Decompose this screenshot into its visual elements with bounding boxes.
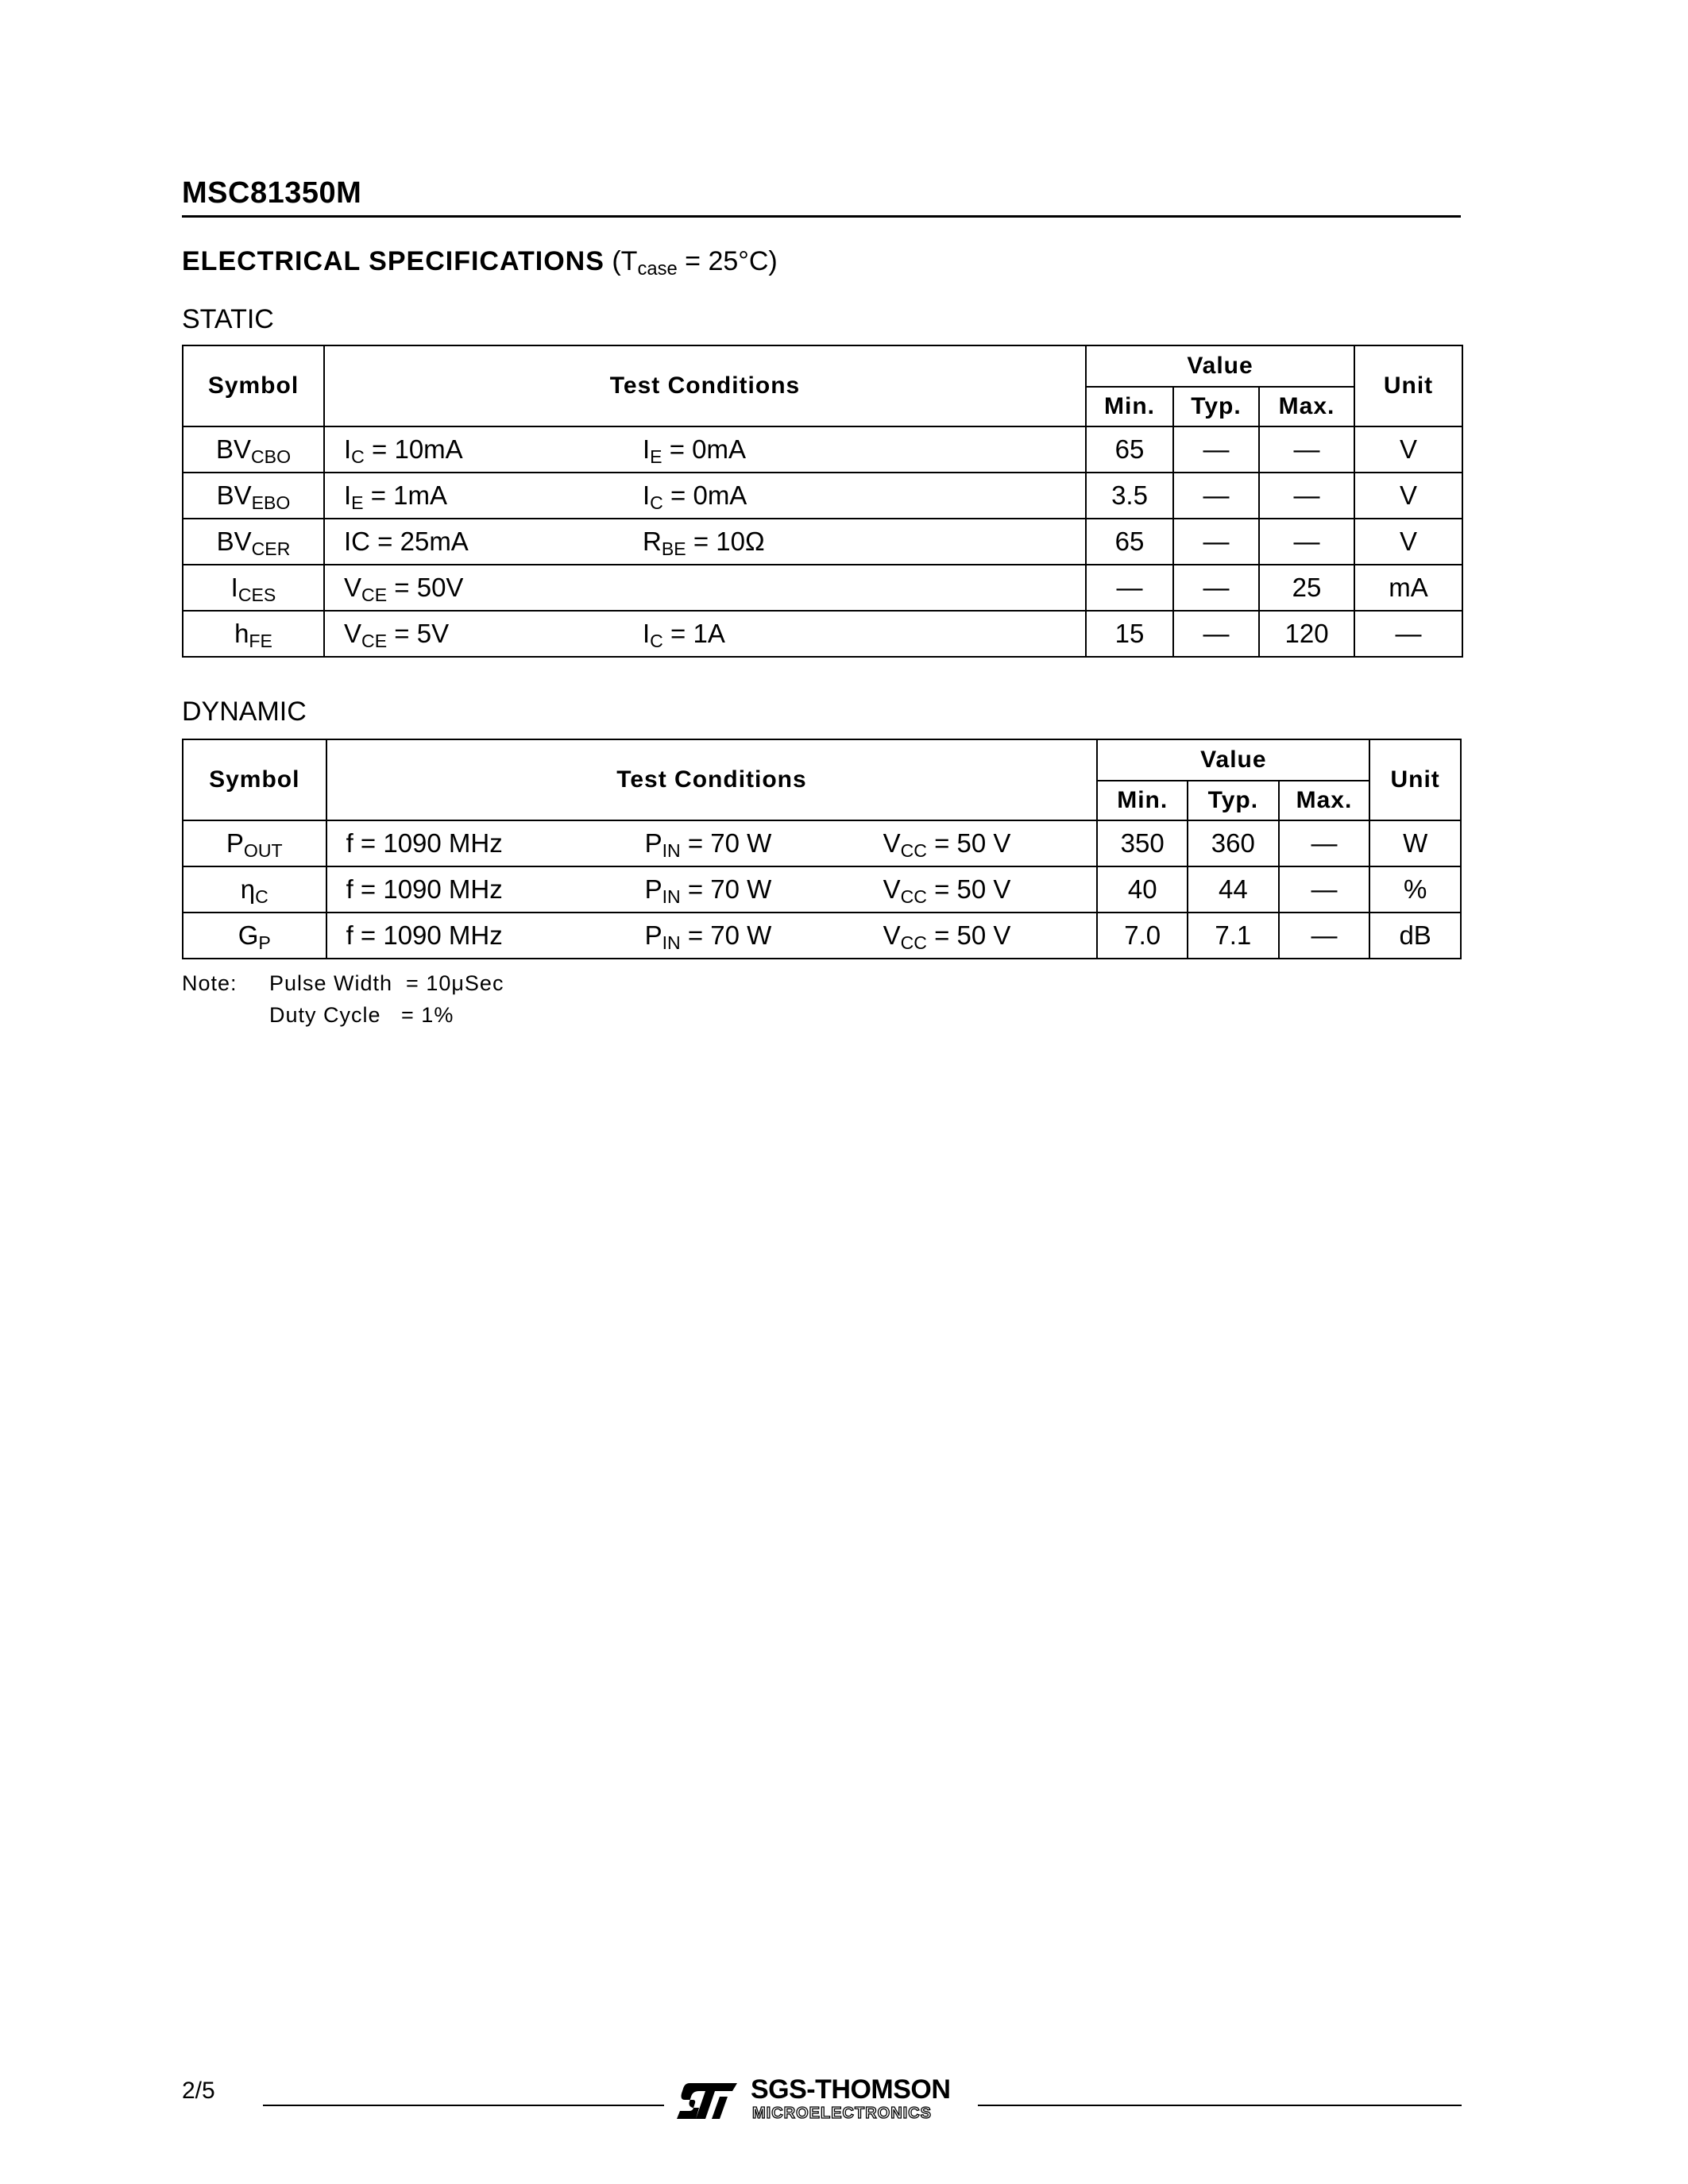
max-cell: 120 <box>1259 611 1354 657</box>
header-value: Value <box>1097 739 1369 781</box>
header-rule <box>182 215 1461 218</box>
table-row <box>183 519 1462 565</box>
table-row <box>183 866 1461 913</box>
typ-cell: — <box>1173 611 1259 657</box>
unit-cell: W <box>1369 820 1461 866</box>
header-typ: Typ. <box>1188 781 1279 820</box>
min-cell: 65 <box>1086 426 1173 473</box>
conditions-cell: $V_{CE} = 50V$ <box>324 565 1086 611</box>
conditions-cell: f = 1090 MHz $P_{IN} = 70$ W $V_{CC} = 50$ V <box>326 820 1098 866</box>
header-test-conditions: Test Conditions <box>324 345 1086 426</box>
footer-rule-left <box>263 2105 664 2106</box>
table-row <box>183 611 1462 657</box>
header-symbol: Symbol <box>183 739 326 820</box>
symbol-cell: $BV_{CBO}$ <box>183 426 324 473</box>
symbol-cell: $I_{CES}$ <box>183 565 324 611</box>
conditions-cell: IC = 25mA $R_{BE} = 10\Omega$ <box>324 519 1086 565</box>
logo-brand-name: SGS-THOMSON <box>751 2074 951 2105</box>
table-row <box>183 565 1462 611</box>
table-row <box>183 426 1462 473</box>
header-unit: Unit <box>1369 739 1461 820</box>
header-symbol: Symbol <box>183 345 324 426</box>
max-cell: 25 <box>1259 565 1354 611</box>
unit-cell: mA <box>1354 565 1462 611</box>
table-row <box>183 473 1462 519</box>
table-row <box>183 820 1461 866</box>
min-cell: 65 <box>1086 519 1173 565</box>
conditions-cell: $I_E = 1mA$ $I_C = 0mA$ <box>324 473 1086 519</box>
note-line-duty-cycle: Duty Cycle = 1% <box>269 1003 454 1027</box>
dynamic-spec-table <box>182 739 1462 959</box>
note-line-pulse-width: Pulse Width = 10μSec <box>269 971 504 995</box>
unit-cell: V <box>1354 519 1462 565</box>
table-row <box>183 913 1461 959</box>
header-typ: Typ. <box>1173 387 1259 426</box>
symbol-cell: $G_P$ <box>183 913 326 959</box>
min-cell: 350 <box>1097 820 1188 866</box>
symbol-cell: $h_{FE}$ <box>183 611 324 657</box>
spec-heading-title: ELECTRICAL SPECIFICATIONS <box>182 246 605 276</box>
header-max: Max. <box>1259 387 1354 426</box>
symbol-cell: $BV_{CER}$ <box>183 519 324 565</box>
min-cell: 40 <box>1097 866 1188 913</box>
max-cell: — <box>1279 866 1370 913</box>
max-cell: — <box>1279 820 1370 866</box>
note-label: Note: <box>182 971 238 995</box>
conditions-cell: $V_{CE} = 5V$ $I_C = 1A$ <box>324 611 1086 657</box>
note <box>182 967 504 1031</box>
unit-cell: dB <box>1369 913 1461 959</box>
symbol-cell: $BV_{EBO}$ <box>183 473 324 519</box>
typ-cell: — <box>1173 426 1259 473</box>
typ-cell: — <box>1173 565 1259 611</box>
static-section-label: STATIC <box>182 304 274 334</box>
header-unit: Unit <box>1354 345 1462 426</box>
static-spec-table <box>182 345 1463 658</box>
min-cell: 3.5 <box>1086 473 1173 519</box>
typ-cell: 44 <box>1188 866 1279 913</box>
logo-brand-subtitle: MICROELECTRONICS <box>752 2105 932 2122</box>
part-number: MSC81350M <box>182 176 362 210</box>
header-max: Max. <box>1279 781 1370 820</box>
conditions-cell: $I_C = 10mA$ $I_E = 0mA$ <box>324 426 1086 473</box>
unit-cell: % <box>1369 866 1461 913</box>
page-number: 2/5 <box>182 2078 215 2104</box>
max-cell: — <box>1259 426 1354 473</box>
min-cell: 15 <box>1086 611 1173 657</box>
typ-cell: 7.1 <box>1188 913 1279 959</box>
header-min: Min. <box>1086 387 1173 426</box>
typ-cell: — <box>1173 519 1259 565</box>
footer-rule-right <box>978 2105 1462 2106</box>
max-cell: — <box>1259 473 1354 519</box>
typ-cell: — <box>1173 473 1259 519</box>
conditions-cell: f = 1090 MHz $P_{IN} = 70$ W $V_{CC} = 50$ V <box>326 866 1098 913</box>
unit-cell: V <box>1354 426 1462 473</box>
dynamic-section-label: DYNAMIC <box>182 696 307 727</box>
symbol-cell: $P_{OUT}$ <box>183 820 326 866</box>
max-cell: — <box>1279 913 1370 959</box>
st-logo-icon <box>675 2079 739 2123</box>
conditions-cell: f = 1090 MHz $P_{IN} = 70$ W $V_{CC} = 50$ V <box>326 913 1098 959</box>
min-cell: — <box>1086 565 1173 611</box>
header-test-conditions: Test Conditions <box>326 739 1098 820</box>
min-cell: 7.0 <box>1097 913 1188 959</box>
unit-cell: V <box>1354 473 1462 519</box>
unit-cell: — <box>1354 611 1462 657</box>
symbol-cell: $\eta_C$ <box>183 866 326 913</box>
max-cell: — <box>1259 519 1354 565</box>
spec-heading-condition: $(T_{case} = 25^\circ C)$ <box>612 246 778 280</box>
header-value: Value <box>1086 345 1354 387</box>
typ-cell: 360 <box>1188 820 1279 866</box>
spec-heading <box>182 246 778 280</box>
header-min: Min. <box>1097 781 1188 820</box>
